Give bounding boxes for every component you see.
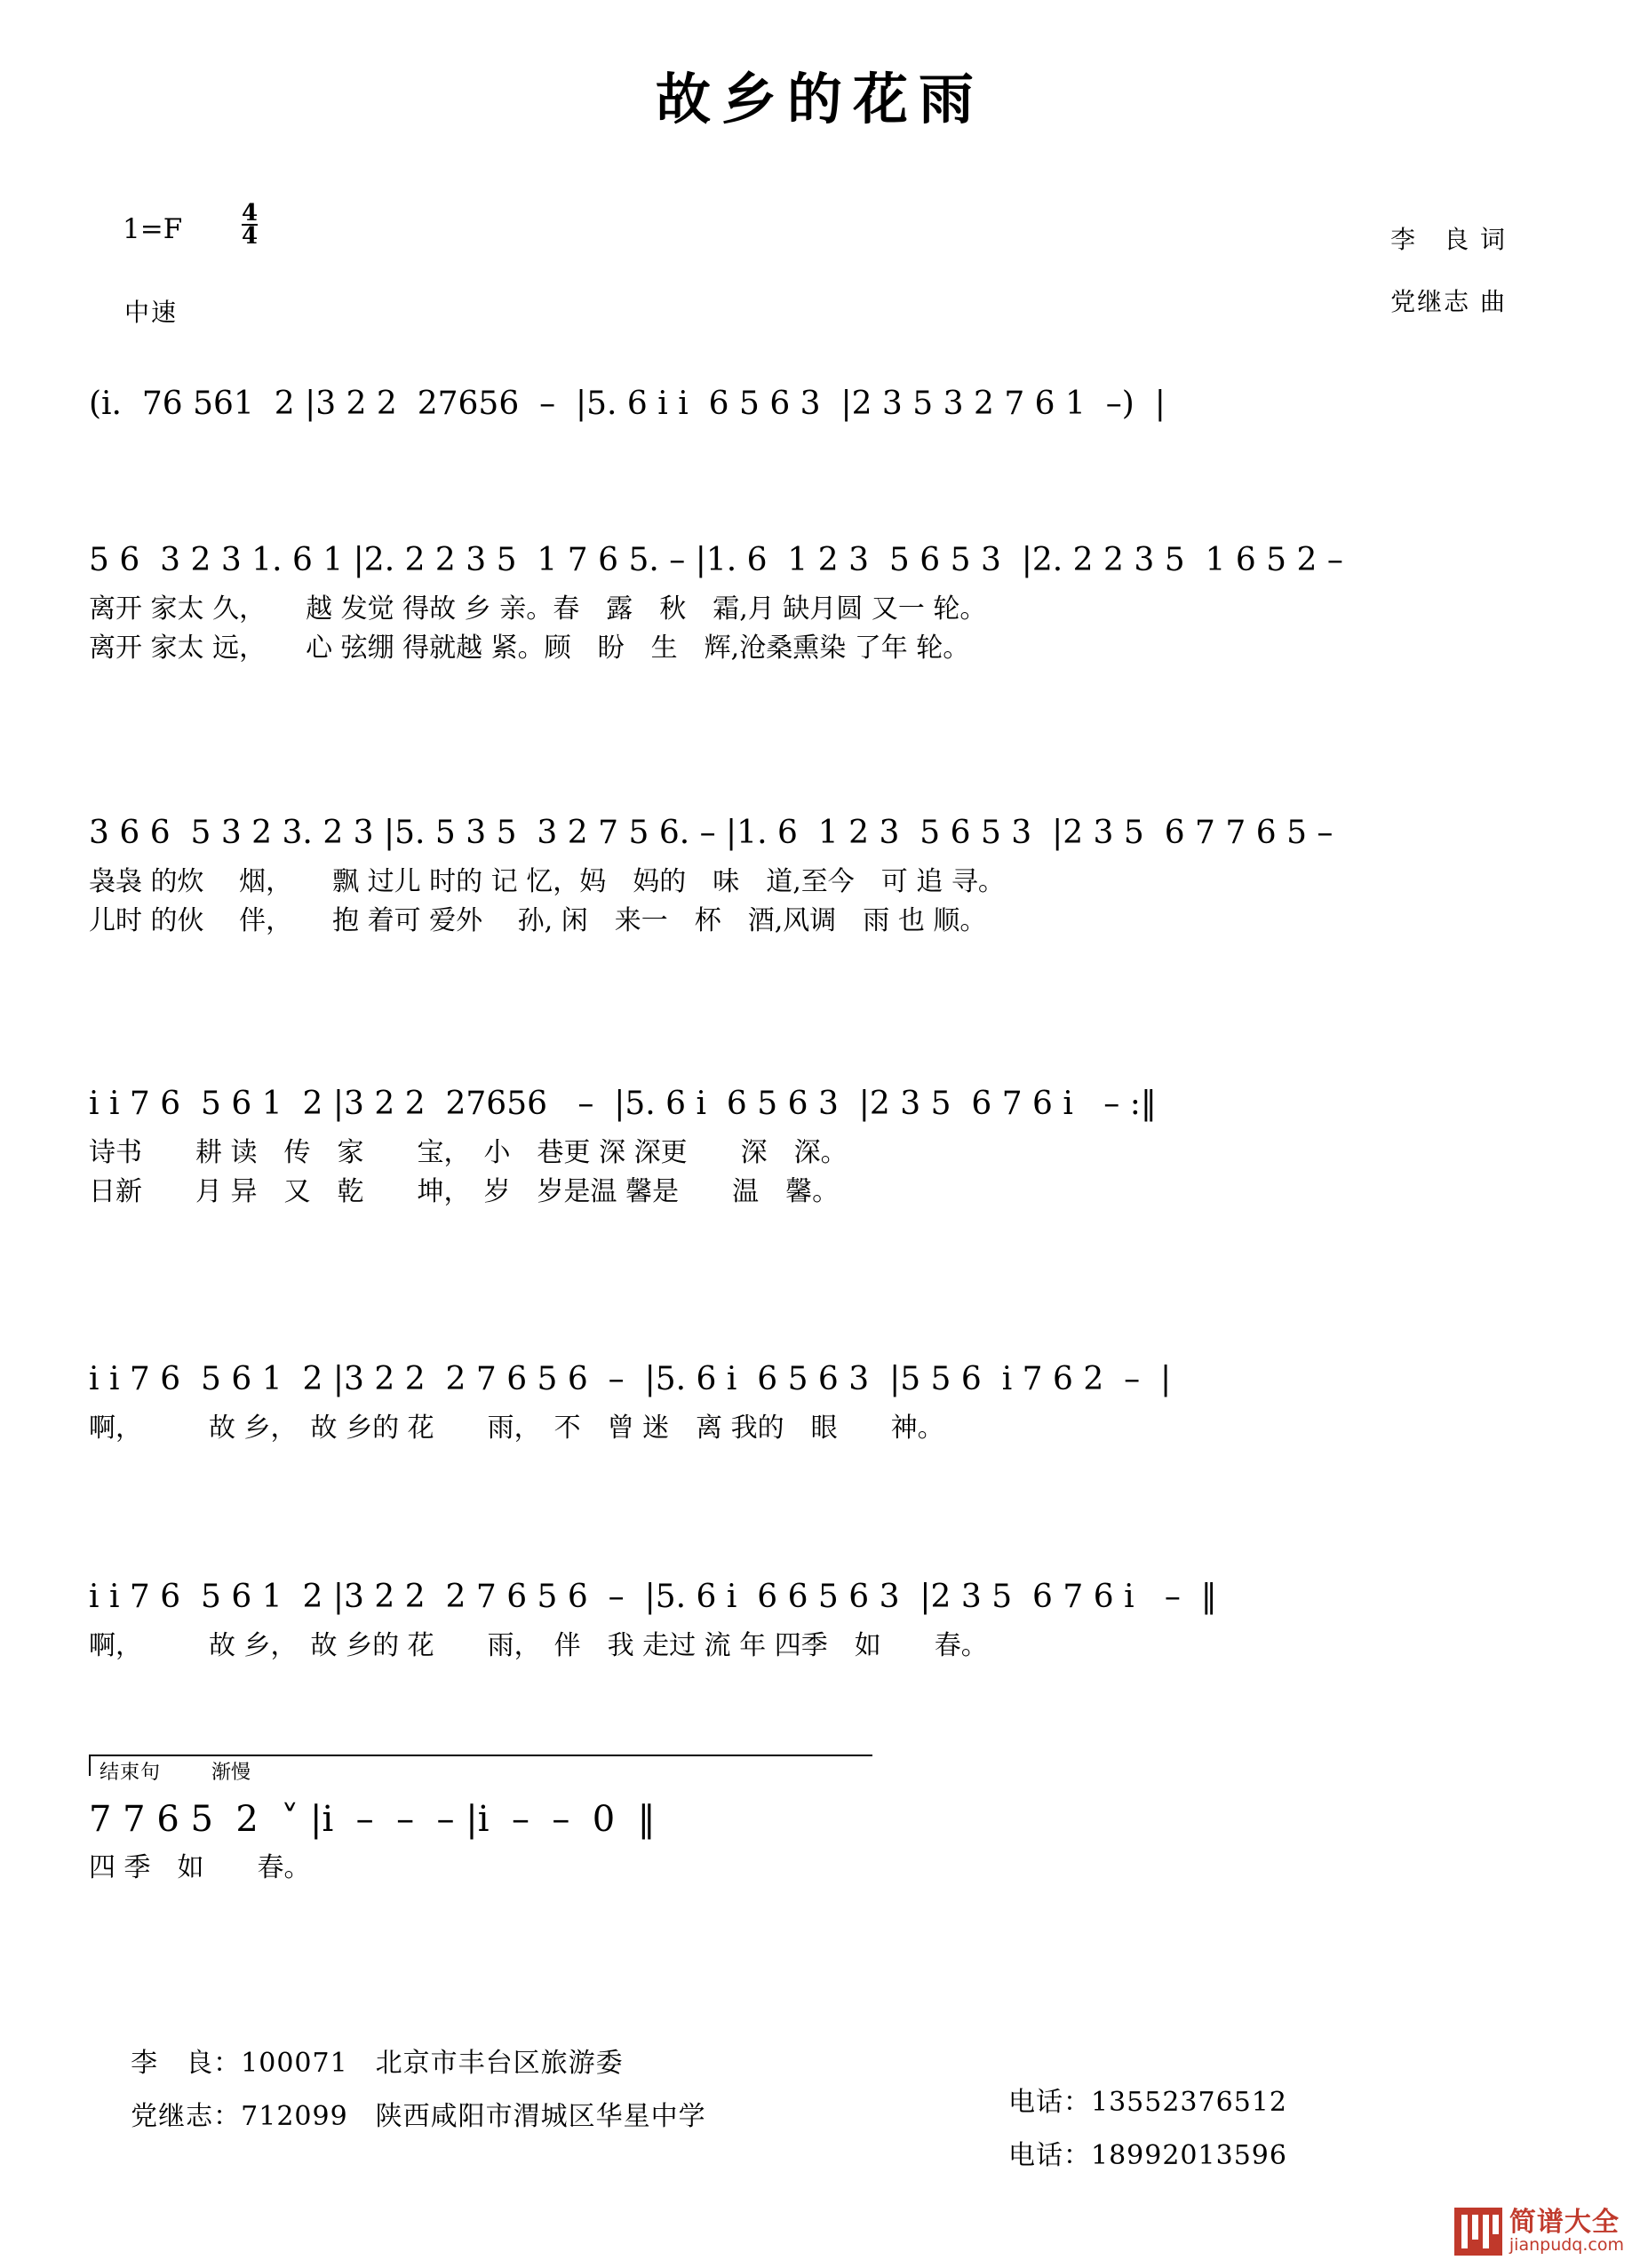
watermark (1454, 2208, 1624, 2256)
ending-tempo-mark: 渐慢 (211, 1762, 251, 1784)
lyric-line-verse1: 啊， 故 乡， 故 乡的 花 雨， 伴 我 走过 流 年 四季 如 春。 (89, 1630, 988, 1661)
lyric-line-verse1: 诗书 耕 读 传 家 宝， 小 巷更 深 深更 深 深。 (89, 1137, 848, 1168)
footer-phone-number-2: 18992013596 (1091, 2140, 1287, 2171)
piano-keys-logo-icon (1454, 2208, 1502, 2256)
notation-line: 3 6 6 5 3 2 3. 2 3 |5. 5 3 5 3 2 7 5 6. – |1. 6 1 2 3 5 6 5 3 |2 3 5 6 7 7 6 5 – (89, 815, 1333, 851)
music-system-3 (89, 813, 1564, 941)
composer-credit: 党继志 曲 (1390, 287, 1507, 316)
footer-phone-label-2: 电话： (1008, 2140, 1091, 2171)
key-signature: 1=F (123, 213, 183, 245)
music-system-6 (89, 1577, 1564, 1666)
footer-phone-number-1: 13552376512 (1091, 2087, 1287, 2118)
notation-line: i i 7 6 5 6 1 2 |3 2 2 2 7 6 5 6 – |5. 6 i 6 6 5 6 3 |2 3 5 6 7 6 i – ‖ (89, 1579, 1217, 1615)
music-system-ending (89, 1799, 1564, 1888)
lyric-line-verse2: 离开 家太 远， 心 弦绷 得就越 紧。顾 盼 生 辉,沧桑熏染 了年 轮。 (89, 633, 970, 664)
lyric-line-verse1: 离开 家太 久， 越 发觉 得故 乡 亲。春 露 秋 霜,月 缺月圆 又一 轮。 (89, 593, 987, 625)
ending-bracket (89, 1755, 872, 1776)
footer-name-1: 李 良：100071 北京市丰台区旅游委 (131, 2048, 624, 2079)
tempo-marking: 中速 (124, 298, 179, 327)
lyricist-credit: 李 良 词 (1390, 225, 1507, 254)
lyric-line-ending: 四 季 如 春。 (89, 1852, 311, 1883)
time-signature-denominator: 4 (242, 223, 259, 250)
music-system-1 (89, 384, 1564, 425)
time-signature-numerator: 4 (242, 200, 259, 227)
footer-phone-label-1: 电话： (1008, 2087, 1091, 2118)
footer-phone-1 (1008, 2080, 1287, 2119)
time-signature (242, 200, 259, 250)
notation-line: i i 7 6 5 6 1 2 |3 2 2 2 7 6 5 6 – |5. 6 i 6 5 6 3 |5 5 6 i 7 6 2 – | (89, 1361, 1172, 1397)
lyric-line-verse1: 啊， 故 乡， 故 乡的 花 雨， 不 曾 迷 离 我的 眼 神。 (89, 1413, 944, 1444)
lyric-line-verse1: 袅袅 的炊 烟， 飘 过儿 时的 记 忆，妈 妈的 味 道,至今 可 追 寻。 (89, 866, 1005, 897)
watermark-title: 简谱大全 (1509, 2207, 1620, 2239)
watermark-text (1509, 2208, 1624, 2254)
footer-name-2: 党继志：712099 陕西咸阳市渭城区华星中学 (131, 2101, 706, 2132)
footer-phone-2 (1008, 2133, 1287, 2172)
lyric-line-verse2: 日新 月 异 又 乾 坤， 岁 岁是温 馨是 温 馨。 (89, 1176, 840, 1207)
ending-label: 结束句 (100, 1762, 162, 1784)
music-system-4 (89, 1084, 1564, 1212)
page-title: 故乡的花雨 (655, 67, 984, 131)
notation-line: 7 7 6 5 2 ˅ |i – – – |i – – 0 ‖ (89, 1799, 656, 1840)
watermark-url: jianpudq.com (1509, 2234, 1624, 2255)
notation-line: i i 7 6 5 6 1 2 |3 2 2 27656 – |5. 6 i 6 5 6 3 |2 3 5 6 7 6 i – :‖ (89, 1086, 1157, 1122)
notation-line: 5 6 3 2 3 1. 6 1 |2. 2 2 3 5 1 7 6 5. – |1. 6 1 2 3 5 6 5 3 |2. 2 2 3 5 1 6 5 2 – (89, 542, 1343, 578)
notation-line: (i. 76 561 2 |3 2 2 27656 – |5. 6 i i 6 5 6 3 |2 3 5 3 2 7 6 1 –) | (89, 386, 1166, 422)
music-system-2 (89, 540, 1564, 668)
music-system-5 (89, 1359, 1564, 1448)
lyric-line-verse2: 儿时 的伙 伴， 抱 着可 爱外 孙, 闲 来一 杯 酒,风调 雨 也 顺。 (89, 905, 987, 936)
